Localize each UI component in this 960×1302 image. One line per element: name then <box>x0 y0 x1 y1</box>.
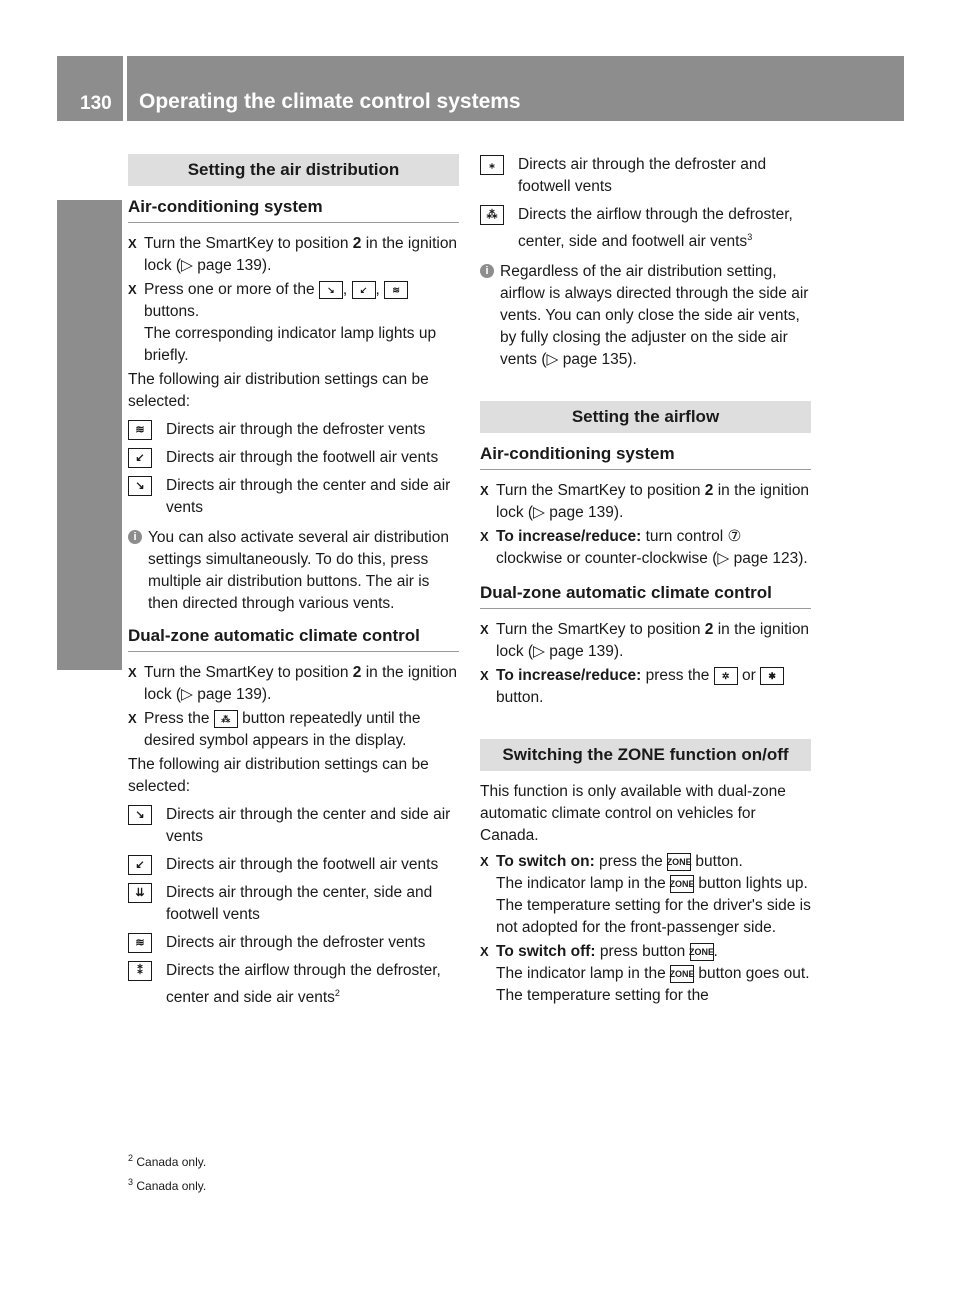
fan-decrease-icon: ✱ <box>760 667 784 685</box>
step: X Turn the SmartKey to position 2 in the ignition lock (▷ page 139). <box>480 621 810 661</box>
setting-row: ⁂ Directs the airflow through the defroster, center, side and footwell air vents$^3$ <box>480 204 811 253</box>
step: X To switch on: press the ZONE button. The indicator lamp in the ZONE button lights up. The temperature setting for the driver's side is not adopted for the front-passenger side. <box>480 853 811 937</box>
header-divider <box>123 56 127 121</box>
step-arrow-icon: X <box>128 711 137 726</box>
subsection-heading: Dual-zone automatic climate control <box>128 625 459 652</box>
info-note: i You can also activate several air distribution settings simultaneously. To do this, press multiple air distribution buttons. The air is then directed through various vents. <box>128 527 459 615</box>
step-arrow-icon: X <box>480 944 489 960</box>
info-icon: i <box>128 530 142 544</box>
page-title: Operating the climate control systems <box>139 90 521 113</box>
step: X Turn the SmartKey to position 2 in the ignition lock (▷ page 139). <box>128 664 458 703</box>
right-column <box>480 150 811 1009</box>
step-arrow-icon: X <box>480 483 489 499</box>
side-tab-label: Climate control <box>64 499 89 660</box>
section-heading: Switching the ZONE function on/off <box>480 739 811 771</box>
setting-row: ≋ Directs air through the defroster vents <box>128 419 459 441</box>
step: X Press one or more of the ↘ , ↙ , ≋ buttons. The corresponding indicator lamp lights up briefly. <box>128 281 437 364</box>
subsection-heading: Air-conditioning system <box>128 196 459 223</box>
subsection-heading: Dual-zone automatic climate control <box>480 582 811 609</box>
setting-row: ⁑ Directs the airflow through the defroster, center and side air vents$^2$ <box>128 960 459 1009</box>
footwell-vent-icon: ↙ <box>128 448 152 468</box>
setting-row: ↘ Directs air through the center and side air vents <box>128 804 459 848</box>
info-note: i Regardless of the air distribution setting, airflow is always directed through the side air vents. You can only close the side air vents, by fully closing the adjuster on the side air vents (▷ page 135). <box>480 261 811 371</box>
setting-row: ⇊ Directs air through the center, side and footwell vents <box>128 882 459 926</box>
setting-row: ↘ Directs air through the center and side air vents <box>128 475 459 519</box>
all-vents-icon: ⁂ <box>480 205 504 225</box>
center-vent-icon: ↘ <box>128 476 152 496</box>
step-arrow-icon: X <box>128 665 137 680</box>
step: X Turn the SmartKey to position 2 in the ignition lock (▷ page 139). <box>128 235 458 274</box>
paragraph: The following air distribution settings can be selected: <box>128 756 429 795</box>
zone-icon: ZONE <box>670 965 694 983</box>
section-heading: Setting the air distribution <box>128 154 459 186</box>
center-vent-icon: ↘ <box>128 805 152 825</box>
section-heading: Setting the airflow <box>480 401 811 433</box>
defroster-center-icon: ⁑ <box>128 961 152 981</box>
step-arrow-icon: X <box>480 622 489 638</box>
paragraph: The following air distribution settings can be selected: <box>128 371 429 410</box>
step: X Press the ⁂ button repeatedly until the desired symbol appears in the display. <box>128 710 421 749</box>
info-icon: i <box>480 264 494 278</box>
step: X To switch off: press button ZONE. The indicator lamp in the ZONE button goes out. The temperature setting for the <box>480 943 810 1005</box>
step: X To increase/reduce: press the ✲ or ✱ button. <box>480 665 811 709</box>
step-arrow-icon: X <box>128 236 137 251</box>
setting-row: ≋ Directs air through the defroster vents <box>128 932 459 954</box>
defroster-icon: ≋ <box>384 281 408 299</box>
step-arrow-icon: X <box>480 668 489 684</box>
paragraph: This function is only available with dual-zone automatic climate control on vehicles for Canada. <box>480 783 786 845</box>
defroster-icon: ≋ <box>128 933 152 953</box>
step-arrow-icon: X <box>480 854 489 870</box>
left-column <box>128 150 459 1011</box>
step-arrow-icon: X <box>128 282 137 297</box>
step-arrow-icon: X <box>480 529 489 545</box>
footwell-vent-icon: ↙ <box>352 281 376 299</box>
defroster-footwell-icon: ⁎ <box>480 155 504 175</box>
subsection-heading: Air-conditioning system <box>480 443 811 470</box>
footnote: $^2$ Canada only. <box>128 1153 207 1169</box>
defroster-icon: ≋ <box>128 420 152 440</box>
setting-row: ↙ Directs air through the footwell air vents <box>128 447 459 469</box>
step: X To increase/reduce: turn control ⑦ clockwise or counter-clockwise (▷ page 123). <box>480 528 808 568</box>
setting-row: ⁎ Directs air through the defroster and footwell vents <box>480 154 811 198</box>
center-footwell-vent-icon: ⇊ <box>128 883 152 903</box>
page-number: 130 <box>80 93 112 114</box>
zone-icon: ZONE <box>667 853 691 871</box>
setting-row: ↙ Directs air through the footwell air vents <box>128 854 459 876</box>
zone-icon: ZONE <box>690 943 714 961</box>
air-distribution-icon: ⁂ <box>214 710 238 728</box>
footwell-vent-icon: ↙ <box>128 855 152 875</box>
center-vent-icon: ↘ <box>319 281 343 299</box>
zone-icon: ZONE <box>670 875 694 893</box>
footnotes <box>128 1148 206 1196</box>
footnote: $^3$ Canada only. <box>128 1177 207 1193</box>
fan-increase-icon: ✲ <box>714 667 738 685</box>
step: X Turn the SmartKey to position 2 in the ignition lock (▷ page 139). <box>480 482 810 522</box>
